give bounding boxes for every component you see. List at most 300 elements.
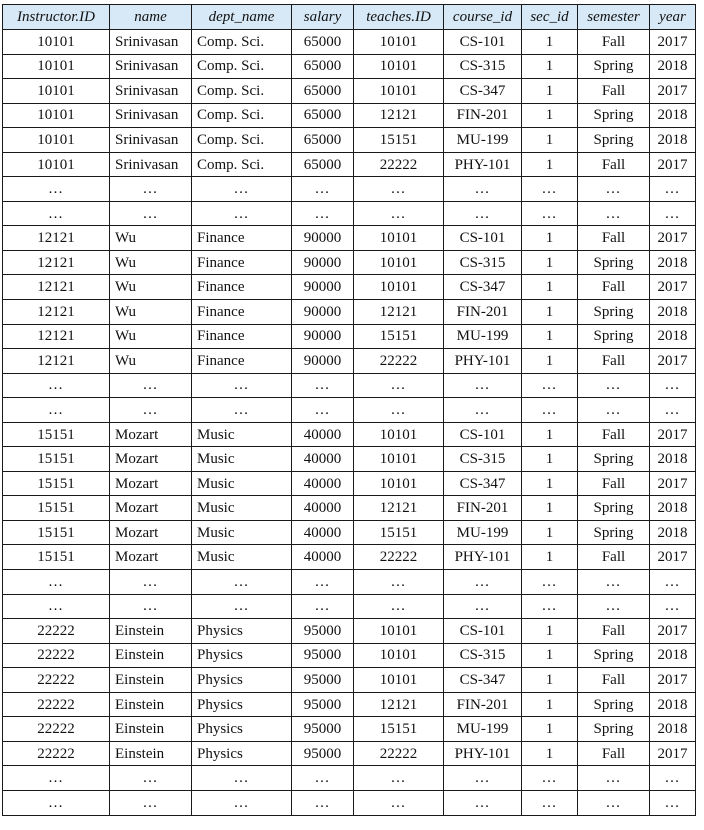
table-row xyxy=(3,349,696,374)
cell-name: Wu xyxy=(110,349,192,374)
cell-year: … xyxy=(650,201,696,226)
cell-course-id: FIN-201 xyxy=(444,692,522,717)
cell-semester: … xyxy=(578,177,650,202)
cell-salary: 90000 xyxy=(292,275,354,300)
cell-course-id: PHY-101 xyxy=(444,545,522,570)
cell-dept-name: Comp. Sci. xyxy=(192,54,292,79)
cell-instructor-id: 22222 xyxy=(3,692,110,717)
cell-course-id: MU-199 xyxy=(444,324,522,349)
cell-semester: Spring xyxy=(578,300,650,325)
table-row xyxy=(3,275,696,300)
cell-salary: 40000 xyxy=(292,422,354,447)
cell-teaches-id: 15151 xyxy=(354,324,444,349)
cell-salary: … xyxy=(292,790,354,815)
cell-course-id: MU-199 xyxy=(444,717,522,742)
cell-dept-name: Music xyxy=(192,422,292,447)
cell-semester: Fall xyxy=(578,349,650,374)
table-row xyxy=(3,128,696,153)
cell-dept-name: Finance xyxy=(192,349,292,374)
table-row xyxy=(3,668,696,693)
cell-salary: 95000 xyxy=(292,717,354,742)
cell-teaches-id: 15151 xyxy=(354,520,444,545)
cell-course-id: … xyxy=(444,766,522,791)
cell-sec-id: … xyxy=(522,398,578,423)
cell-course-id: PHY-101 xyxy=(444,741,522,766)
cell-semester: Fall xyxy=(578,275,650,300)
cell-semester: Fall xyxy=(578,422,650,447)
cell-semester: Spring xyxy=(578,496,650,521)
cell-teaches-id: 12121 xyxy=(354,496,444,521)
cell-sec-id: 1 xyxy=(522,471,578,496)
cell-name: Einstein xyxy=(110,741,192,766)
cell-instructor-id: 15151 xyxy=(3,496,110,521)
cell-year: 2018 xyxy=(650,496,696,521)
cell-semester: Spring xyxy=(578,250,650,275)
cell-salary: 95000 xyxy=(292,643,354,668)
cell-name: Wu xyxy=(110,300,192,325)
cell-teaches-id: 10101 xyxy=(354,422,444,447)
cell-sec-id: … xyxy=(522,790,578,815)
cell-course-id: CS-101 xyxy=(444,226,522,251)
cell-course-id: … xyxy=(444,177,522,202)
cell-salary: 95000 xyxy=(292,668,354,693)
cell-semester: Spring xyxy=(578,717,650,742)
cell-teaches-id: 22222 xyxy=(354,349,444,374)
cell-name: Einstein xyxy=(110,643,192,668)
cell-instructor-id: 22222 xyxy=(3,741,110,766)
cell-sec-id: 1 xyxy=(522,496,578,521)
cell-instructor-id: 12121 xyxy=(3,324,110,349)
cell-salary: 65000 xyxy=(292,152,354,177)
cell-year: … xyxy=(650,594,696,619)
cell-instructor-id: … xyxy=(3,201,110,226)
cell-teaches-id: 10101 xyxy=(354,275,444,300)
cell-semester: Fall xyxy=(578,471,650,496)
cell-name: Srinivasan xyxy=(110,79,192,104)
cell-course-id: … xyxy=(444,594,522,619)
cell-sec-id: 1 xyxy=(522,275,578,300)
table-row xyxy=(3,226,696,251)
table-row xyxy=(3,373,696,398)
cell-sec-id: 1 xyxy=(522,520,578,545)
cell-year: … xyxy=(650,373,696,398)
cell-teaches-id: 10101 xyxy=(354,471,444,496)
cell-dept-name: … xyxy=(192,570,292,595)
cell-salary: 90000 xyxy=(292,324,354,349)
cell-semester: Spring xyxy=(578,643,650,668)
cell-year: 2017 xyxy=(650,741,696,766)
table-row xyxy=(3,447,696,472)
cell-course-id: CS-101 xyxy=(444,422,522,447)
cell-instructor-id: 22222 xyxy=(3,643,110,668)
cell-name: … xyxy=(110,790,192,815)
table-row xyxy=(3,570,696,595)
cell-instructor-id: … xyxy=(3,594,110,619)
cell-dept-name: Finance xyxy=(192,226,292,251)
cell-sec-id: 1 xyxy=(522,30,578,55)
cell-salary: 95000 xyxy=(292,741,354,766)
table-row xyxy=(3,30,696,55)
cell-sec-id: 1 xyxy=(522,692,578,717)
cell-instructor-id: 15151 xyxy=(3,545,110,570)
cell-instructor-id: 15151 xyxy=(3,422,110,447)
cell-name: … xyxy=(110,766,192,791)
table-row xyxy=(3,496,696,521)
cell-semester: Fall xyxy=(578,79,650,104)
cell-dept-name: Comp. Sci. xyxy=(192,152,292,177)
cell-name: Einstein xyxy=(110,668,192,693)
cell-semester: Fall xyxy=(578,152,650,177)
cell-name: Einstein xyxy=(110,619,192,644)
cell-teaches-id: … xyxy=(354,790,444,815)
cell-teaches-id: 12121 xyxy=(354,692,444,717)
cell-dept-name: … xyxy=(192,373,292,398)
cell-name: … xyxy=(110,594,192,619)
cell-course-id: CS-347 xyxy=(444,471,522,496)
cell-sec-id: 1 xyxy=(522,545,578,570)
cell-sec-id: … xyxy=(522,570,578,595)
cell-sec-id: 1 xyxy=(522,422,578,447)
table-row xyxy=(3,103,696,128)
cell-name: Srinivasan xyxy=(110,128,192,153)
cell-salary: 95000 xyxy=(292,619,354,644)
cell-course-id: CS-315 xyxy=(444,250,522,275)
cell-year: 2017 xyxy=(650,619,696,644)
col-header-course-id: course_id xyxy=(444,5,522,30)
cell-name: Mozart xyxy=(110,545,192,570)
cell-year: 2018 xyxy=(650,250,696,275)
cell-name: Srinivasan xyxy=(110,103,192,128)
cell-semester: Spring xyxy=(578,128,650,153)
cell-name: Wu xyxy=(110,250,192,275)
cell-name: Wu xyxy=(110,226,192,251)
table-row xyxy=(3,766,696,791)
cell-year: 2018 xyxy=(650,520,696,545)
cell-name: … xyxy=(110,570,192,595)
cell-dept-name: Physics xyxy=(192,717,292,742)
cell-salary: 65000 xyxy=(292,79,354,104)
cell-semester: Spring xyxy=(578,447,650,472)
cell-salary: 65000 xyxy=(292,54,354,79)
cell-course-id: MU-199 xyxy=(444,128,522,153)
cell-teaches-id: 22222 xyxy=(354,741,444,766)
cell-instructor-id: 10101 xyxy=(3,79,110,104)
table-row xyxy=(3,741,696,766)
cell-year: 2018 xyxy=(650,692,696,717)
cell-dept-name: Comp. Sci. xyxy=(192,128,292,153)
col-header-instructor-id: Instructor.ID xyxy=(3,5,110,30)
cell-sec-id: 1 xyxy=(522,668,578,693)
cell-sec-id: 1 xyxy=(522,226,578,251)
cell-dept-name: Finance xyxy=(192,300,292,325)
cell-instructor-id: 10101 xyxy=(3,54,110,79)
cell-instructor-id: 12121 xyxy=(3,349,110,374)
cell-year: … xyxy=(650,790,696,815)
cell-sec-id: … xyxy=(522,177,578,202)
cell-year: 2017 xyxy=(650,226,696,251)
cell-year: 2017 xyxy=(650,668,696,693)
table-row xyxy=(3,594,696,619)
cell-teaches-id: 10101 xyxy=(354,447,444,472)
table-row xyxy=(3,324,696,349)
cell-sec-id: 1 xyxy=(522,349,578,374)
cell-year: 2017 xyxy=(650,349,696,374)
cell-instructor-id: 15151 xyxy=(3,471,110,496)
cell-dept-name: Music xyxy=(192,496,292,521)
cell-teaches-id: 10101 xyxy=(354,643,444,668)
col-header-dept-name: dept_name xyxy=(192,5,292,30)
cell-sec-id: 1 xyxy=(522,128,578,153)
cell-name: … xyxy=(110,373,192,398)
cell-dept-name: Physics xyxy=(192,741,292,766)
cell-semester: … xyxy=(578,398,650,423)
table-row xyxy=(3,300,696,325)
cell-dept-name: … xyxy=(192,790,292,815)
cell-year: 2018 xyxy=(650,447,696,472)
cell-instructor-id: 22222 xyxy=(3,668,110,693)
cell-teaches-id: 10101 xyxy=(354,226,444,251)
cell-teaches-id: … xyxy=(354,766,444,791)
cell-dept-name: Comp. Sci. xyxy=(192,103,292,128)
cell-dept-name: … xyxy=(192,177,292,202)
cell-sec-id: 1 xyxy=(522,619,578,644)
cell-course-id: MU-199 xyxy=(444,520,522,545)
cell-year: 2017 xyxy=(650,275,696,300)
cell-salary: … xyxy=(292,570,354,595)
col-header-semester: semester xyxy=(578,5,650,30)
cell-dept-name: Music xyxy=(192,520,292,545)
cell-semester: Fall xyxy=(578,668,650,693)
cell-semester: … xyxy=(578,790,650,815)
cartesian-product-table xyxy=(2,4,696,816)
cell-salary: … xyxy=(292,373,354,398)
table-row xyxy=(3,545,696,570)
cell-sec-id: … xyxy=(522,373,578,398)
cell-instructor-id: 10101 xyxy=(3,103,110,128)
cell-salary: 90000 xyxy=(292,349,354,374)
cell-course-id: … xyxy=(444,570,522,595)
cell-sec-id: … xyxy=(522,594,578,619)
cell-salary: 40000 xyxy=(292,471,354,496)
cell-semester: Fall xyxy=(578,619,650,644)
cell-dept-name: Finance xyxy=(192,250,292,275)
cell-salary: 40000 xyxy=(292,545,354,570)
cell-salary: 40000 xyxy=(292,447,354,472)
cell-teaches-id: 10101 xyxy=(354,250,444,275)
cell-dept-name: … xyxy=(192,594,292,619)
cell-semester: … xyxy=(578,373,650,398)
cell-instructor-id: 12121 xyxy=(3,275,110,300)
table-row xyxy=(3,398,696,423)
cell-teaches-id: … xyxy=(354,177,444,202)
cell-salary: 65000 xyxy=(292,30,354,55)
cell-salary: … xyxy=(292,398,354,423)
cell-sec-id: 1 xyxy=(522,300,578,325)
cell-course-id: … xyxy=(444,790,522,815)
cell-teaches-id: … xyxy=(354,398,444,423)
cell-course-id: … xyxy=(444,398,522,423)
cell-instructor-id: 12121 xyxy=(3,250,110,275)
cell-teaches-id: 10101 xyxy=(354,619,444,644)
table-row xyxy=(3,79,696,104)
cell-teaches-id: 22222 xyxy=(354,152,444,177)
cell-instructor-id: 22222 xyxy=(3,717,110,742)
cell-salary: … xyxy=(292,766,354,791)
cell-instructor-id: … xyxy=(3,790,110,815)
cell-semester: … xyxy=(578,201,650,226)
cell-dept-name: … xyxy=(192,201,292,226)
cell-semester: Spring xyxy=(578,54,650,79)
cell-dept-name: Physics xyxy=(192,619,292,644)
cell-name: … xyxy=(110,398,192,423)
cell-name: Mozart xyxy=(110,496,192,521)
cell-instructor-id: … xyxy=(3,373,110,398)
cell-year: 2017 xyxy=(650,30,696,55)
cell-year: 2018 xyxy=(650,54,696,79)
cell-sec-id: 1 xyxy=(522,250,578,275)
cell-instructor-id: 12121 xyxy=(3,226,110,251)
cell-instructor-id: 10101 xyxy=(3,30,110,55)
cell-sec-id: … xyxy=(522,201,578,226)
cell-semester: Fall xyxy=(578,545,650,570)
cell-sec-id: 1 xyxy=(522,643,578,668)
cell-year: … xyxy=(650,177,696,202)
cell-dept-name: Music xyxy=(192,471,292,496)
cell-dept-name: Finance xyxy=(192,324,292,349)
table-row xyxy=(3,177,696,202)
cell-name: Srinivasan xyxy=(110,54,192,79)
cell-course-id: CS-347 xyxy=(444,668,522,693)
table-row xyxy=(3,422,696,447)
table-row xyxy=(3,152,696,177)
cell-sec-id: 1 xyxy=(522,79,578,104)
cell-sec-id: 1 xyxy=(522,152,578,177)
cell-name: … xyxy=(110,177,192,202)
table-container xyxy=(2,4,696,816)
cell-name: Mozart xyxy=(110,422,192,447)
table-row xyxy=(3,717,696,742)
cell-teaches-id: 10101 xyxy=(354,54,444,79)
cell-teaches-id: 10101 xyxy=(354,79,444,104)
table-row xyxy=(3,54,696,79)
cell-year: 2017 xyxy=(650,545,696,570)
cell-dept-name: … xyxy=(192,766,292,791)
cell-year: 2017 xyxy=(650,422,696,447)
cell-teaches-id: … xyxy=(354,570,444,595)
cell-instructor-id: 10101 xyxy=(3,152,110,177)
cell-dept-name: Music xyxy=(192,447,292,472)
cell-teaches-id: … xyxy=(354,201,444,226)
col-header-year: year xyxy=(650,5,696,30)
cell-sec-id: 1 xyxy=(522,324,578,349)
col-header-salary: salary xyxy=(292,5,354,30)
cell-teaches-id: 15151 xyxy=(354,717,444,742)
cell-instructor-id: … xyxy=(3,177,110,202)
cell-year: 2018 xyxy=(650,300,696,325)
cell-course-id: PHY-101 xyxy=(444,349,522,374)
cell-name: Wu xyxy=(110,324,192,349)
cell-salary: … xyxy=(292,594,354,619)
cell-instructor-id: 10101 xyxy=(3,128,110,153)
table-header xyxy=(3,5,696,30)
cell-teaches-id: 10101 xyxy=(354,668,444,693)
cell-course-id: … xyxy=(444,373,522,398)
cell-salary: 90000 xyxy=(292,226,354,251)
cell-year: 2018 xyxy=(650,643,696,668)
cell-instructor-id: … xyxy=(3,766,110,791)
cell-semester: Spring xyxy=(578,324,650,349)
cell-year: … xyxy=(650,570,696,595)
cell-semester: Fall xyxy=(578,741,650,766)
cell-teaches-id: 12121 xyxy=(354,300,444,325)
cell-instructor-id: 15151 xyxy=(3,447,110,472)
cell-teaches-id: 22222 xyxy=(354,545,444,570)
cell-sec-id: … xyxy=(522,766,578,791)
cell-year: … xyxy=(650,398,696,423)
cell-salary: … xyxy=(292,177,354,202)
table-row xyxy=(3,619,696,644)
cell-sec-id: 1 xyxy=(522,103,578,128)
cell-year: 2018 xyxy=(650,128,696,153)
cell-course-id: CS-315 xyxy=(444,447,522,472)
cell-instructor-id: 22222 xyxy=(3,619,110,644)
cell-salary: 95000 xyxy=(292,692,354,717)
cell-course-id: PHY-101 xyxy=(444,152,522,177)
cell-teaches-id: … xyxy=(354,594,444,619)
cell-salary: 90000 xyxy=(292,250,354,275)
cell-semester: Spring xyxy=(578,692,650,717)
cell-name: Mozart xyxy=(110,471,192,496)
cell-course-id: CS-101 xyxy=(444,30,522,55)
table-row xyxy=(3,250,696,275)
cell-teaches-id: … xyxy=(354,373,444,398)
cell-course-id: FIN-201 xyxy=(444,496,522,521)
cell-salary: 65000 xyxy=(292,128,354,153)
cell-course-id: FIN-201 xyxy=(444,103,522,128)
table-row xyxy=(3,201,696,226)
cell-year: 2017 xyxy=(650,471,696,496)
cell-year: 2018 xyxy=(650,103,696,128)
cell-salary: 40000 xyxy=(292,496,354,521)
cell-course-id: CS-347 xyxy=(444,275,522,300)
cell-salary: 40000 xyxy=(292,520,354,545)
cell-year: … xyxy=(650,766,696,791)
cell-semester: Spring xyxy=(578,103,650,128)
col-header-sec-id: sec_id xyxy=(522,5,578,30)
cell-year: 2017 xyxy=(650,79,696,104)
cell-course-id: … xyxy=(444,201,522,226)
cell-instructor-id: … xyxy=(3,570,110,595)
cell-name: Srinivasan xyxy=(110,30,192,55)
col-header-name: name xyxy=(110,5,192,30)
header-row xyxy=(3,5,696,30)
table-body xyxy=(3,30,696,816)
cell-sec-id: 1 xyxy=(522,447,578,472)
cell-course-id: CS-315 xyxy=(444,54,522,79)
cell-instructor-id: 12121 xyxy=(3,300,110,325)
table-row xyxy=(3,790,696,815)
cell-salary: … xyxy=(292,201,354,226)
cell-dept-name: Finance xyxy=(192,275,292,300)
cell-teaches-id: 12121 xyxy=(354,103,444,128)
cell-semester: Fall xyxy=(578,30,650,55)
cell-name: Mozart xyxy=(110,520,192,545)
cell-name: Mozart xyxy=(110,447,192,472)
cell-salary: 65000 xyxy=(292,103,354,128)
cell-instructor-id: 15151 xyxy=(3,520,110,545)
cell-year: 2018 xyxy=(650,324,696,349)
table-row xyxy=(3,471,696,496)
